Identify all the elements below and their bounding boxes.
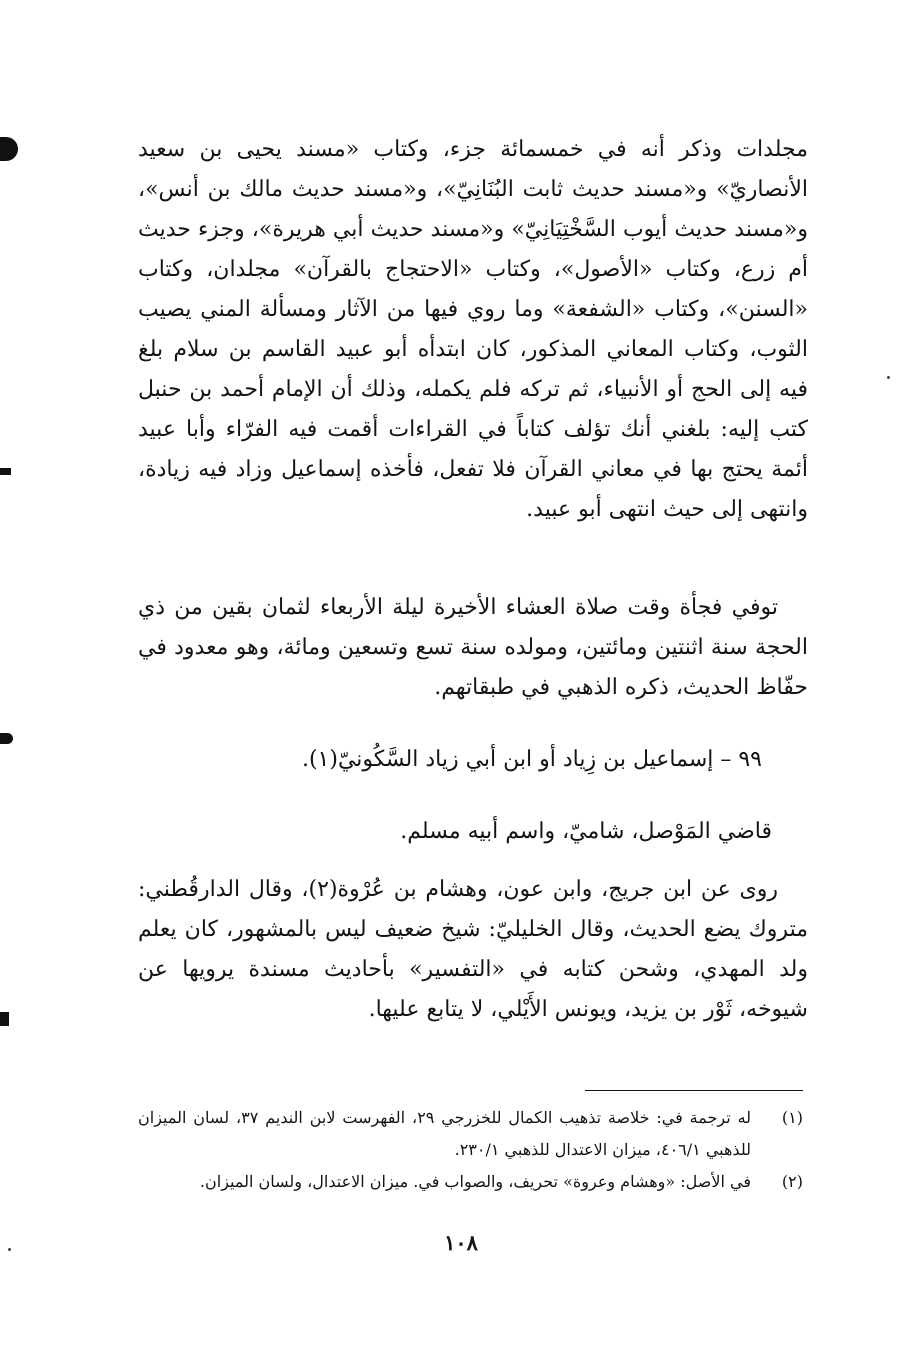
footnote-separator <box>585 1090 803 1091</box>
page-number: ١٠٨ <box>444 1230 478 1255</box>
scan-speck <box>887 376 890 379</box>
body-paragraph-1: مجلدات وذكر أنه في خمسمائة جزء، وكتاب «مسند يحيى بن سعيد الأنصاريّ» و«مسند حديث ثابت البُنَانِيّ»، و«مسند حديث مالك بن أنس»، و«مسند حديث أيوب السَّخْتِيَانِيّ» و«مسند حديث أبي هريرة»، وجزء حديث أم زرع، وكتاب «الأصول»، وكتاب «الاحتجاج بالقرآن» مجلدان، وكتاب «السنن»، وكتاب «الشفعة» وما روي فيها من الآثار ومسألة المني يصيب الثوب، وكتاب المعاني المذكور، كان ابتدأه أبو عبيد القاسم بن سلام بلغ فيه إلى الحج أو الأنبياء، ثم تركه فلم يكمله، وذلك أن الإمام أحمد بن حنبل كتب إليه: بلغني أنك تؤلف كتاباً في القراءات أقمت فيه الفرّاء وأبا عبيد أئمة يحتج بها في معاني القرآن فلا تفعل، فأخذه إسماعيل وزاد فيه زيادة، وانتهى إلى حيث انتهى أبو عبيد. <box>138 137 808 522</box>
body-paragraph-2: توفي فجأة وقت صلاة العشاء الأخيرة ليلة الأربعاء لثمان بقين من ذي الحجة سنة اثنتين ومائتين، ومولده سنة تسع وتسعين ومائة، وهو معدود في حفّاظ الحديث، ذكره الذهبي في طبقاتهم. <box>138 595 808 700</box>
scan-edge-mark <box>0 733 13 744</box>
scan-speck <box>8 1248 11 1251</box>
scan-edge-mark <box>0 468 11 475</box>
scan-edge-mark <box>0 1012 9 1026</box>
footnote-1 <box>138 1102 803 1166</box>
footnote-text: في الأصل: «وهشام وعروة» تحريف، والصواب في. ميزان الاعتدال، ولسان الميزان. <box>199 1172 751 1191</box>
footnote-2 <box>138 1166 803 1198</box>
entry-subheading: قاضي المَوْصل، شاميّ، واسم أبيه مسلم. <box>400 819 772 844</box>
scan-edge-mark <box>0 137 18 161</box>
body-paragraph-3: روى عن ابن جريج، وابن عون، وهشام بن عُرْوة(٢)، وقال الدارقُطني: متروك يضع الحديث، وقال الخليليّ: شيخ ضعيف ليس بالمشهور، كان يعلم ولد المهدي، وشحن كتابه في «التفسير» بأحاديث مسندة يرويها عن شيوخه، ثَوْر بن يزيد، ويونس الأَيْلي، لا يتابع عليها. <box>138 877 808 1022</box>
footnote-marker: (١) <box>781 1108 803 1127</box>
entry-heading: ٩٩ – إسماعيل بن زِياد أو ابن أبي زياد السَّكُونيّ(١). <box>301 747 762 772</box>
footnote-marker: (٢) <box>781 1172 803 1191</box>
footnotes <box>138 1102 803 1198</box>
footnote-text: له ترجمة في: خلاصة تذهيب الكمال للخزرجي ٢٩، الفهرست لابن النديم ٣٧، لسان الميزان للذهبي ٤٠٦/١، ميزان الاعتدال للذهبي ٢٣٠/١. <box>138 1108 752 1159</box>
